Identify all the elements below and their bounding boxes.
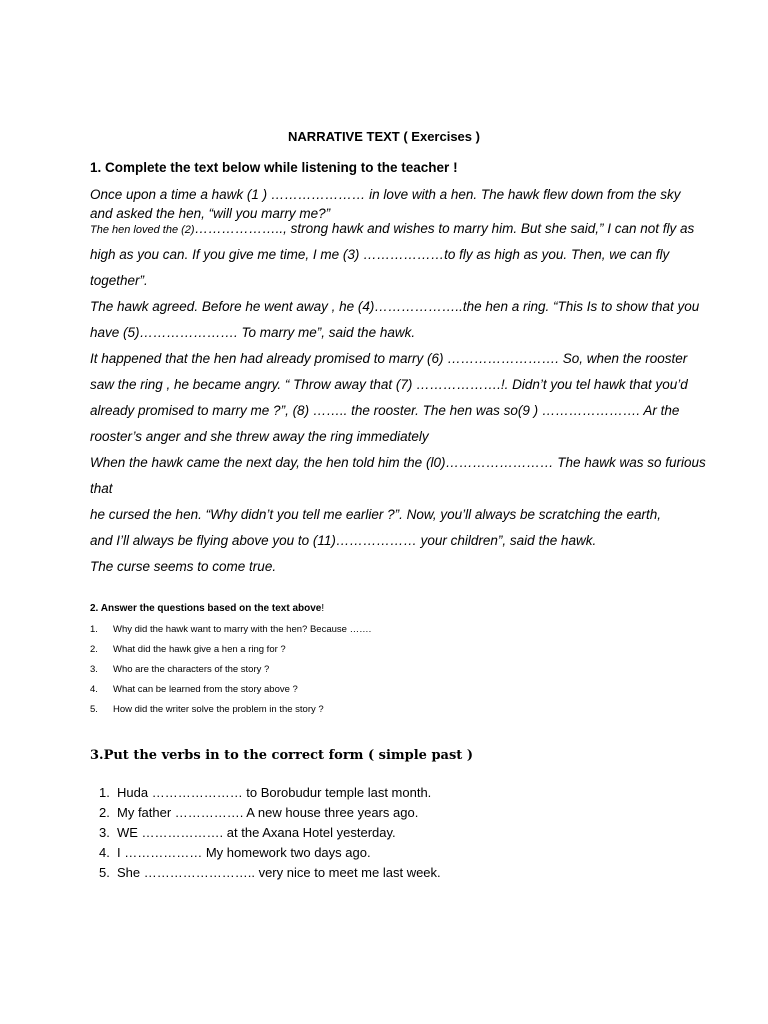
story-line: saw the ring , he became angry. “ Throw away that (7) ……………….!. Didn’t you tel hawk that you’d xyxy=(90,377,688,392)
story-line: rooster’s anger and she threw away the ring immediately xyxy=(90,429,429,444)
section-2-end: ! xyxy=(321,603,325,614)
section-3-heading: 3.Put the verbs in to the correct form ( simple past ) xyxy=(90,748,473,763)
question-number: 5. xyxy=(90,704,98,715)
story-line: that xyxy=(90,481,113,496)
question-item xyxy=(90,644,286,655)
story-line: The hawk agreed. Before he went away , he (4)………………..the hen a ring. “This Is to show that you xyxy=(90,299,700,314)
story-line: It happened that the hen had already promised to marry (6) ……………………. So, when the rooster xyxy=(90,351,688,366)
story-line xyxy=(90,221,695,236)
verb-item-text: I ……………… My homework two days ago. xyxy=(117,845,371,860)
question-text: How did the writer solve the problem in the story ? xyxy=(113,704,324,715)
question-number: 3. xyxy=(90,664,98,675)
story-line: Once upon a time a hawk (1 ) ………………… in love with a hen. The hawk flew down from the sky xyxy=(90,187,681,202)
story-small-prefix: The hen loved the (2) xyxy=(90,224,195,236)
story-line: When the hawk came the next day, the hen told him the (l0)…………………… The hawk was so furious xyxy=(90,455,706,470)
question-text: What can be learned from the story above ? xyxy=(113,684,298,695)
story-line: The curse seems to come true. xyxy=(90,559,277,574)
verb-item xyxy=(99,845,371,860)
question-text: What did the hawk give a hen a ring for ? xyxy=(113,644,286,655)
verb-item xyxy=(99,805,418,820)
question-number: 2. xyxy=(90,644,98,655)
verb-item-number: 3. xyxy=(99,825,110,840)
question-item xyxy=(90,704,324,715)
verb-item xyxy=(99,785,431,800)
verb-item-text: She …………………….. very nice to meet me last week. xyxy=(117,865,441,880)
story-line: already promised to marry me ?”, (8) …….. the rooster. The hen was so(9 ) …………………. Ar the xyxy=(90,403,680,418)
story-line: together”. xyxy=(90,273,148,288)
story-line: he cursed the hen. “Why didn’t you tell me earlier ?”. Now, you’ll always be scratching the earth, xyxy=(90,507,662,522)
question-item xyxy=(90,684,298,695)
question-number: 1. xyxy=(90,624,98,635)
verb-item-number: 5. xyxy=(99,865,110,880)
verb-item xyxy=(99,865,441,880)
story-line: and asked the hen, “will you marry me?” xyxy=(90,206,331,221)
verb-item-text: Huda ………………… to Borobudur temple last month. xyxy=(117,785,432,800)
story-line: and I’ll always be flying above you to (11)……………… your children”, said the hawk. xyxy=(90,533,597,548)
verb-item-number: 2. xyxy=(99,805,110,820)
question-text: Who are the characters of the story ? xyxy=(113,664,270,675)
story-line: high as you can. If you give me time, I me (3) ………………to fly as high as you. Then, we can fly xyxy=(90,247,670,262)
section-2-number: 2. xyxy=(90,603,99,614)
verb-item-text: My father ……………. A new house three years ago. xyxy=(117,805,419,820)
story-line-text: ……………….., strong hawk and wishes to marry him. But she said,” I can not fly as xyxy=(194,221,695,236)
verb-item-text: WE ………………. at the Axana Hotel yesterday. xyxy=(117,825,396,840)
section-2-heading xyxy=(90,603,324,614)
verb-item-number: 4. xyxy=(99,845,110,860)
section-2-text: Answer the questions based on the text above xyxy=(98,603,322,614)
verb-item-number: 1. xyxy=(99,785,110,800)
question-number: 4. xyxy=(90,684,98,695)
verb-item xyxy=(99,825,396,840)
story-line: have (5)…………………. To marry me”, said the hawk. xyxy=(90,325,416,340)
question-item xyxy=(90,664,269,675)
question-item xyxy=(90,624,371,635)
section-1-heading: 1. Complete the text below while listening to the teacher ! xyxy=(90,160,458,175)
question-text: Why did the hawk want to marry with the hen? Because ……. xyxy=(113,624,372,635)
page-title: NARRATIVE TEXT ( Exercises ) xyxy=(288,129,480,144)
